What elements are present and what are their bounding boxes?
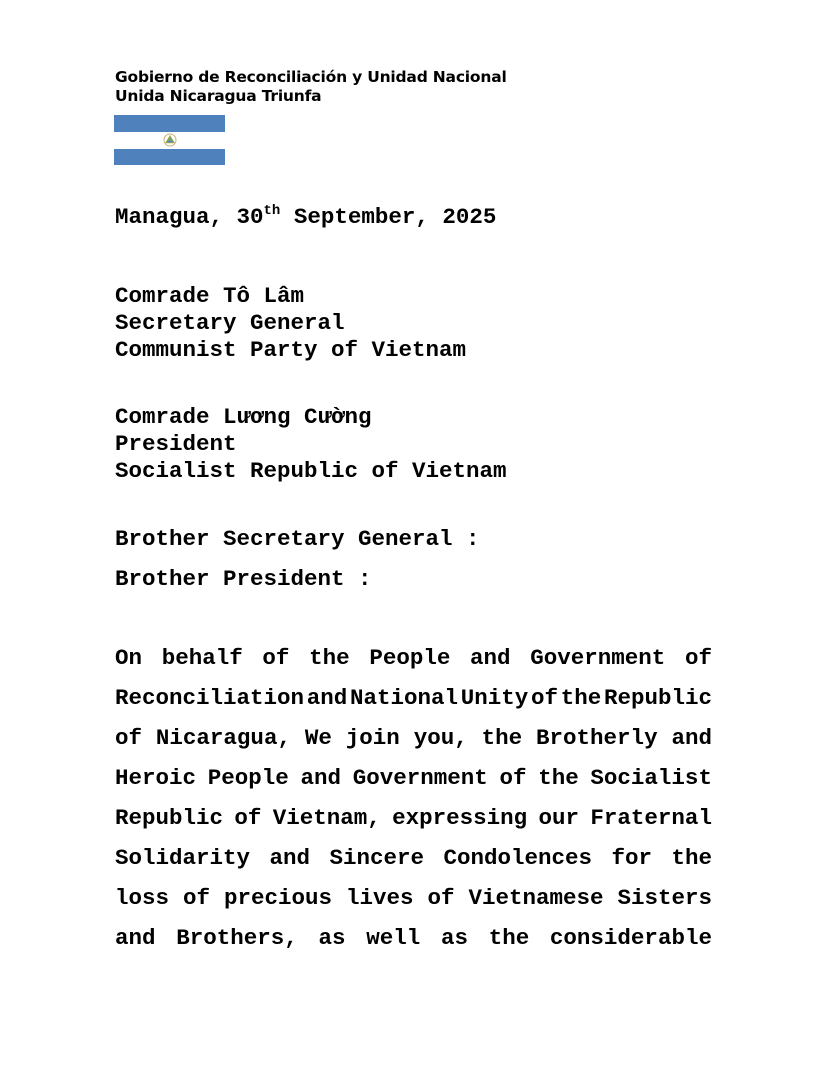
body-word: Unity — [460, 685, 529, 711]
recipient-title: Secretary General — [115, 310, 345, 336]
body-word: Brothers, — [176, 925, 298, 951]
body-word: Vietnam, — [272, 805, 381, 831]
body-word: lives — [345, 885, 414, 911]
body-word: the — [309, 645, 350, 671]
body-word: of — [262, 645, 290, 671]
body-word: of — [530, 685, 558, 711]
body-line — [115, 844, 712, 884]
body-word: the — [538, 765, 579, 791]
body-word: Vietnamese — [468, 885, 604, 911]
nicaragua-flag-icon — [114, 115, 225, 165]
recipient-block — [115, 404, 507, 485]
recipient-organization: Communist Party of Vietnam — [115, 337, 467, 363]
body-word: the — [488, 925, 530, 951]
body-word: considerable — [549, 925, 712, 951]
body-word: behalf — [161, 645, 243, 671]
body-word: and — [470, 645, 511, 671]
body-word: our — [538, 805, 580, 831]
body-word: and — [300, 765, 341, 791]
body-word: Reconciliation — [115, 685, 305, 711]
government-slogan: Unida Nicaragua Triunfa — [115, 87, 322, 105]
body-word: as — [440, 925, 468, 951]
government-name: Gobierno de Reconciliación y Unidad Nacional — [115, 68, 507, 86]
coat-of-arms-icon — [161, 133, 179, 147]
body-line — [115, 644, 712, 684]
recipient-block — [115, 283, 466, 364]
body-word: well — [366, 925, 421, 951]
body-word: On — [115, 645, 143, 671]
body-line — [115, 684, 712, 724]
salutation: Brother Secretary General : — [115, 526, 480, 552]
body-word: Heroic — [115, 765, 197, 791]
body-word: Republic — [115, 805, 224, 831]
salutation: Brother President : — [115, 566, 372, 592]
body-line — [115, 764, 712, 804]
flag-stripe-bottom — [114, 149, 225, 166]
body-word: of — [427, 885, 455, 911]
body-word: and — [115, 925, 156, 951]
body-word: for — [611, 845, 652, 871]
body-word: Government — [530, 645, 666, 671]
body-word: the — [481, 725, 523, 751]
body-word: Fraternal — [590, 805, 712, 831]
body-word: Republic — [603, 685, 712, 711]
body-word: Socialist — [590, 765, 712, 791]
body-word: loss — [115, 885, 170, 911]
body-word: the — [560, 685, 602, 711]
body-word: Brotherly — [536, 725, 658, 751]
body-word: Condolences — [443, 845, 592, 871]
date-day: Managua, 30 — [115, 204, 264, 230]
letter-date — [115, 203, 496, 231]
flag-stripe-top — [114, 115, 225, 132]
body-word: join — [345, 725, 400, 751]
flag-stripe-middle — [114, 132, 225, 149]
body-word: of — [182, 885, 210, 911]
body-word: National — [349, 685, 459, 711]
body-word: of — [499, 765, 527, 791]
body-word: Sincere — [329, 845, 424, 871]
body-word: the — [671, 845, 712, 871]
recipient-name: Comrade Tô Lâm — [115, 283, 305, 309]
letter-body — [115, 644, 712, 964]
body-word: and — [671, 725, 712, 751]
body-line — [115, 924, 712, 964]
body-word: and — [269, 845, 311, 871]
date-ordinal: th — [263, 203, 281, 219]
body-word: People — [207, 765, 289, 791]
body-word: of — [684, 645, 712, 671]
body-word: Government — [352, 765, 488, 791]
recipient-name: Comrade Lương Cường — [115, 404, 372, 430]
date-month-year: September, 2025 — [280, 204, 497, 230]
recipient-organization: Socialist Republic of Vietnam — [115, 458, 507, 484]
body-line — [115, 724, 712, 764]
body-word: We — [304, 725, 332, 751]
recipient-title: President — [115, 431, 237, 457]
body-word: Nicaragua, — [155, 725, 291, 751]
body-word: Solidarity — [115, 845, 251, 871]
body-word: of — [234, 805, 262, 831]
letterhead — [115, 68, 507, 106]
body-word: as — [318, 925, 346, 951]
body-word: you, — [413, 725, 468, 751]
body-word: Sisters — [617, 885, 712, 911]
body-word: People — [369, 645, 451, 671]
body-line — [115, 804, 712, 844]
body-word: of — [115, 725, 143, 751]
body-word: expressing — [392, 805, 528, 831]
body-word: and — [306, 685, 348, 711]
body-line — [115, 884, 712, 924]
body-word: precious — [223, 885, 332, 911]
